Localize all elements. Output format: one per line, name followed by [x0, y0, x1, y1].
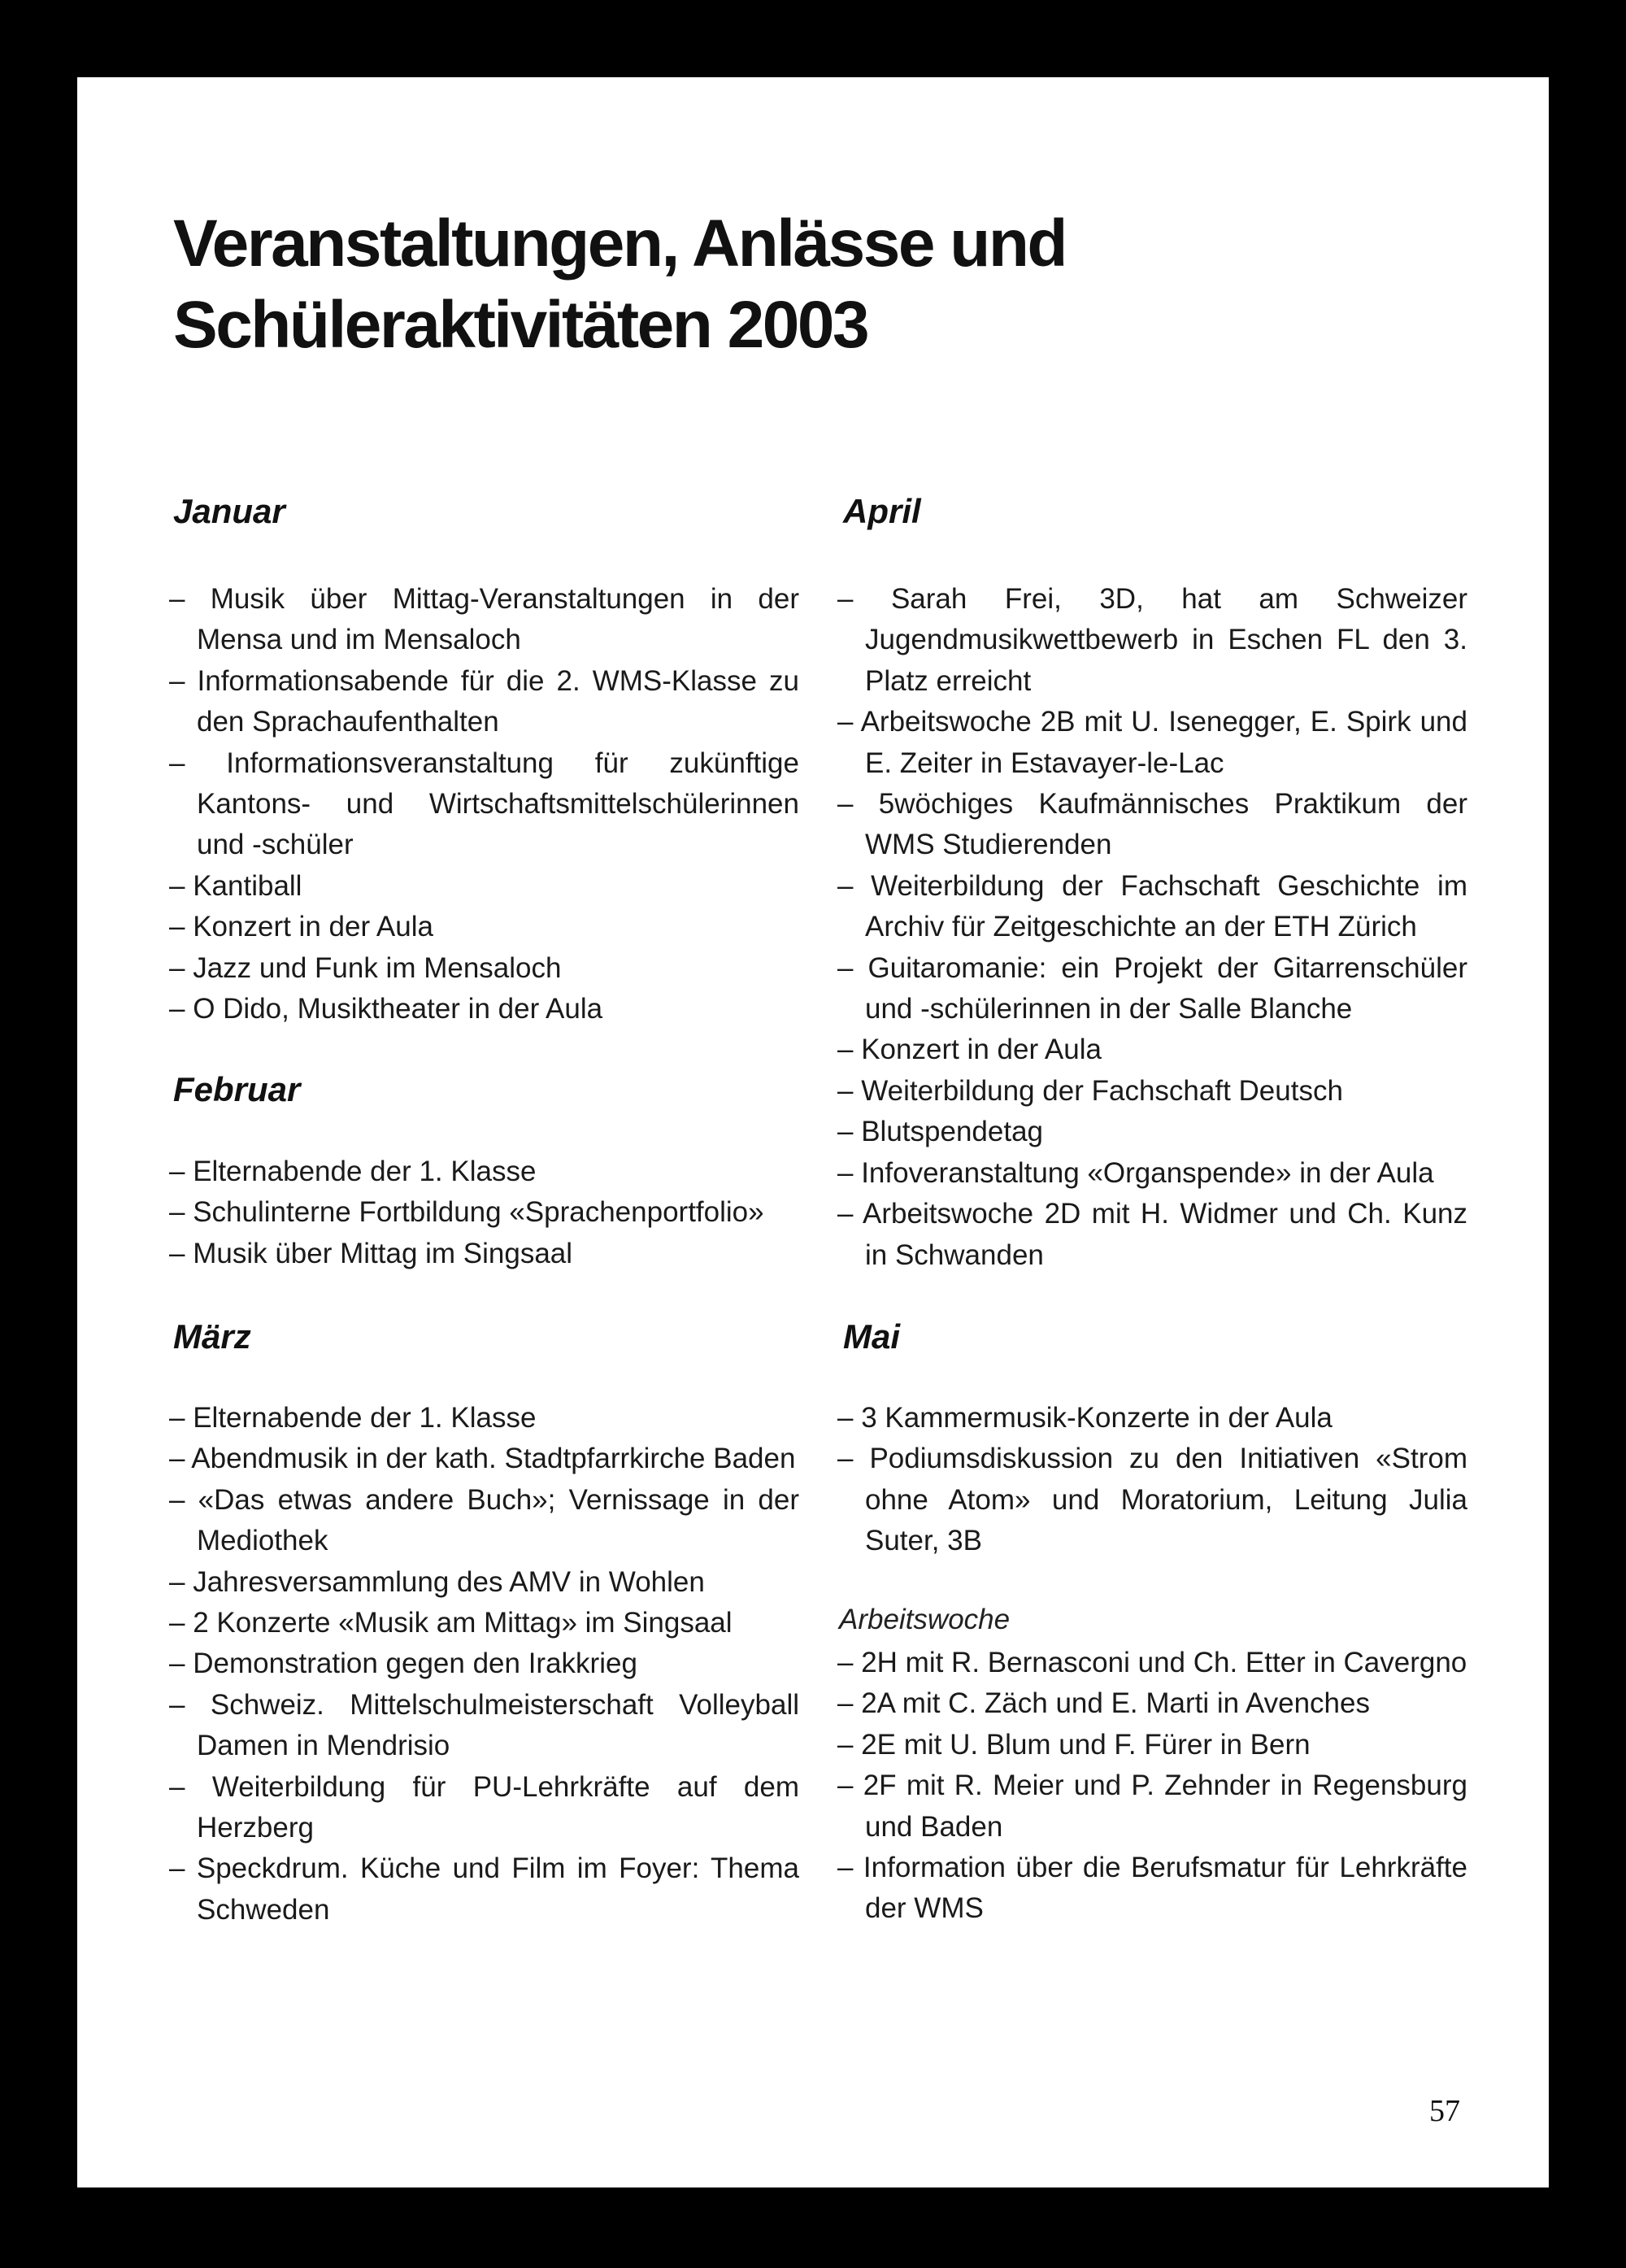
- list-item: – Informationsveranstaltung für zukünftige Kantons- und Wirtschaftsmittelschülerinnen und -schüler: [169, 743, 799, 866]
- list-item: – Podiumsdiskussion zu den Initiativen «Strom ohne Atom» und Moratorium, Leitung Julia Suter, 3B: [837, 1439, 1467, 1561]
- list-item: – Konzert in der Aula: [837, 1030, 1467, 1070]
- list-item: – 2E mit U. Blum und F. Fürer in Bern: [837, 1725, 1467, 1765]
- heading-januar: Januar: [173, 492, 285, 530]
- list-item: – Arbeitswoche 2B mit U. Isenegger, E. Spirk und E. Zeiter in Estavayer-le-Lac: [837, 702, 1467, 784]
- list-item: – Kantiball: [169, 866, 799, 907]
- list-item: – Jahresversammlung des AMV in Wohlen: [169, 1562, 799, 1603]
- list-item: – Information über die Berufsmatur für Lehrkräfte der WMS: [837, 1848, 1467, 1930]
- list-item: – Speckdrum. Küche und Film im Foyer: Thema Schweden: [169, 1848, 799, 1931]
- list-item: – Weiterbildung der Fachschaft Geschichte im Archiv für Zeitgeschichte an der ETH Zürich: [837, 866, 1467, 948]
- list-item: – Elternabende der 1. Klasse: [169, 1151, 799, 1192]
- list-item: – Blutspendetag: [837, 1112, 1467, 1152]
- list-item: – Elternabende der 1. Klasse: [169, 1398, 799, 1439]
- list-item: – Sarah Frei, 3D, hat am Schweizer Jugendmusikwettbewerb in Eschen FL den 3. Platz erreicht: [837, 579, 1467, 702]
- title-line-1: Veranstaltungen, Anlässe und: [173, 207, 1067, 281]
- list-item: – Infoveranstaltung «Organspende» in der Aula: [837, 1153, 1467, 1194]
- list-item: – Informationsabende für die 2. WMS-Klasse zu den Sprachaufenthalten: [169, 661, 799, 743]
- list-item: – Schulinterne Fortbildung «Sprachenportfolio»: [169, 1192, 799, 1233]
- list-februar: [169, 1151, 799, 1274]
- list-item: – 2A mit C. Zäch und E. Marti in Avenches: [837, 1683, 1467, 1724]
- heading-april: April: [843, 492, 921, 530]
- list-april: [837, 579, 1467, 1276]
- list-item: – Musik über Mittag im Singsaal: [169, 1234, 799, 1274]
- heading-maerz: März: [173, 1317, 251, 1356]
- list-januar: [169, 579, 799, 1030]
- list-item: – Musik über Mittag-Veranstaltungen in der Mensa und im Mensaloch: [169, 579, 799, 661]
- list-item: – «Das etwas andere Buch»; Vernissage in der Mediothek: [169, 1480, 799, 1562]
- list-item: – Schweiz. Mittelschulmeisterschaft Volleyball Damen in Mendrisio: [169, 1685, 799, 1767]
- list-item: – 5wöchiges Kaufmännisches Praktikum der WMS Studierenden: [837, 784, 1467, 866]
- list-item: – 2 Konzerte «Musik am Mittag» im Singsaal: [169, 1603, 799, 1643]
- heading-mai: Mai: [843, 1317, 901, 1356]
- list-item: – Konzert in der Aula: [169, 907, 799, 947]
- page-title: [173, 203, 1066, 366]
- list-item: – Jazz und Funk im Mensaloch: [169, 948, 799, 989]
- list-item: – O Dido, Musiktheater in der Aula: [169, 989, 799, 1030]
- list-mai: [837, 1398, 1467, 1562]
- list-item: – Abendmusik in der kath. Stadtpfarrkirche Baden: [169, 1439, 799, 1479]
- list-arbeitswoche: [837, 1643, 1467, 1930]
- title-line-2: Schüleraktivitäten 2003: [173, 288, 868, 362]
- heading-februar: Februar: [173, 1070, 301, 1108]
- list-item: – 2H mit R. Bernasconi und Ch. Etter in Cavergno: [837, 1643, 1467, 1683]
- list-item: – Weiterbildung für PU-Lehrkräfte auf dem Herzberg: [169, 1767, 799, 1849]
- list-item: – Demonstration gegen den Irakkrieg: [169, 1643, 799, 1684]
- list-maerz: [169, 1398, 799, 1931]
- list-item: – 2F mit R. Meier und P. Zehnder in Regensburg und Baden: [837, 1765, 1467, 1848]
- list-item: – Arbeitswoche 2D mit H. Widmer und Ch. Kunz in Schwanden: [837, 1194, 1467, 1276]
- list-item: – Guitaromanie: ein Projekt der Gitarrenschüler und -schülerinnen in der Salle Blanche: [837, 948, 1467, 1030]
- list-item: – Weiterbildung der Fachschaft Deutsch: [837, 1071, 1467, 1112]
- subheading-arbeitswoche: Arbeitswoche: [839, 1604, 1011, 1635]
- list-item: – 3 Kammermusik-Konzerte in der Aula: [837, 1398, 1467, 1439]
- page-number: 57: [1429, 2094, 1460, 2128]
